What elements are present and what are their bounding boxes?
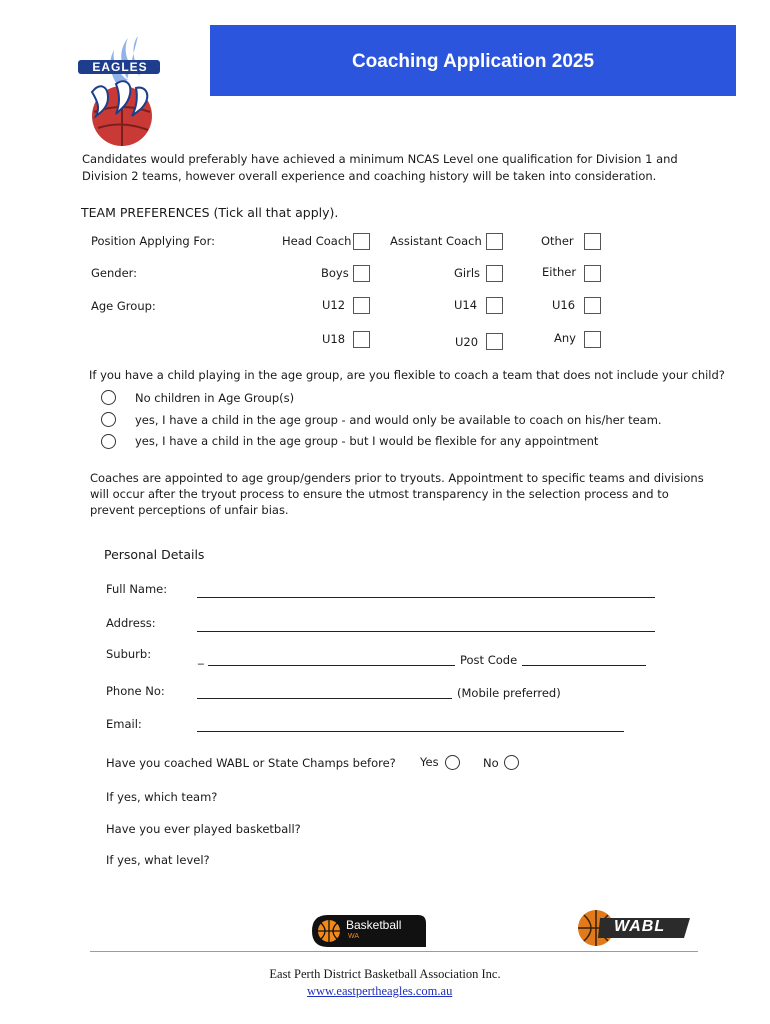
- played-question: Have you ever played basketball?: [106, 822, 301, 836]
- boys-checkbox[interactable]: [353, 265, 370, 282]
- no-children-label: No children in Age Group(s): [135, 391, 295, 405]
- boys-label: Boys: [321, 266, 349, 280]
- u20-label: U20: [455, 335, 479, 349]
- address-label: Address:: [106, 616, 156, 630]
- personal-details-heading: Personal Details: [104, 547, 205, 562]
- wabl-wordmark: WABL: [614, 918, 666, 935]
- level-question: If yes, what level?: [106, 853, 210, 867]
- coached-yes-radio[interactable]: [445, 755, 460, 770]
- age-group-label: Age Group:: [91, 299, 156, 313]
- child-flexible-radio[interactable]: [101, 434, 116, 449]
- mobile-preferred-note: (Mobile preferred): [457, 686, 561, 700]
- post-code-label: Post Code: [460, 653, 518, 667]
- girls-checkbox[interactable]: [486, 265, 503, 282]
- phone-field[interactable]: [197, 698, 452, 699]
- wabl-logo: [576, 908, 694, 948]
- full-name-label: Full Name:: [106, 582, 168, 596]
- note-line-2: will occur after the tryout process to ensure the utmost transparency in the selection process and to: [90, 487, 669, 501]
- no-label: No: [483, 756, 499, 770]
- suburb-label: Suburb:: [106, 647, 152, 661]
- child-only-radio[interactable]: [101, 412, 116, 427]
- coached-question: Have you coached WABL or State Champs before?: [106, 756, 396, 770]
- team-preferences-heading: TEAM PREFERENCES (Tick all that apply).: [81, 205, 339, 220]
- intro-line-2: Division 2 teams, however overall experience and coaching history will be taken into consideration.: [82, 169, 657, 183]
- title-banner: [210, 25, 736, 96]
- assistant-coach-checkbox[interactable]: [486, 233, 503, 250]
- website-link[interactable]: www.eastpertheagles.com.au: [307, 984, 453, 998]
- any-label: Any: [554, 331, 576, 345]
- child-flexible-label: yes, I have a child in the age group - but I would be flexible for any appointment: [135, 434, 599, 448]
- assistant-coach-label: Assistant Coach: [390, 234, 482, 248]
- coached-no-radio[interactable]: [504, 755, 519, 770]
- yes-label: Yes: [420, 755, 439, 769]
- email-label: Email:: [106, 717, 142, 731]
- position-label: Position Applying For:: [91, 234, 215, 248]
- u18-label: U18: [322, 332, 346, 346]
- u14-checkbox[interactable]: [486, 297, 503, 314]
- child-only-label: yes, I have a child in the age group - and would only be available to coach on his/her team.: [135, 413, 662, 427]
- other-checkbox[interactable]: [584, 233, 601, 250]
- basketball-wa-wordmark: Basketball: [346, 918, 402, 932]
- intro-line-1: Candidates would preferably have achieved a minimum NCAS Level one qualification for Division 1 and: [82, 152, 678, 166]
- girls-label: Girls: [454, 266, 481, 280]
- suburb-field[interactable]: [208, 665, 455, 666]
- head-coach-checkbox[interactable]: [353, 233, 370, 250]
- post-code-field[interactable]: [522, 665, 646, 666]
- u16-checkbox[interactable]: [584, 297, 601, 314]
- either-label: Either: [542, 265, 577, 279]
- u12-label: U12: [322, 298, 346, 312]
- u16-label: U16: [552, 298, 576, 312]
- full-name-field[interactable]: [197, 597, 655, 598]
- u12-checkbox[interactable]: [353, 297, 370, 314]
- u18-checkbox[interactable]: [353, 331, 370, 348]
- suburb-prefix: _: [198, 651, 204, 665]
- logo-wordmark: EAGLES: [92, 60, 148, 74]
- organisation-name: East Perth District Basketball Association Inc.: [269, 967, 501, 981]
- note-line-3: prevent perceptions of unfair bias.: [90, 503, 289, 517]
- any-checkbox[interactable]: [584, 331, 601, 348]
- either-checkbox[interactable]: [584, 265, 601, 282]
- no-children-radio[interactable]: [101, 390, 116, 405]
- footer-divider: [90, 951, 698, 952]
- basketball-wa-sub: WA: [348, 933, 360, 940]
- head-coach-label: Head Coach: [282, 234, 352, 248]
- address-field[interactable]: [197, 631, 655, 632]
- note-line-1: Coaches are appointed to age group/genders prior to tryouts. Appointment to specific teams and divisions: [90, 471, 704, 485]
- gender-label: Gender:: [91, 266, 138, 280]
- basketball-wa-logo: [312, 915, 426, 947]
- child-question: If you have a child playing in the age group, are you flexible to coach a team that does not include your child?: [89, 368, 725, 382]
- phone-label: Phone No:: [106, 684, 165, 698]
- which-team-question: If yes, which team?: [106, 790, 218, 804]
- eagles-logo: [78, 32, 164, 150]
- other-label: Other: [541, 234, 574, 248]
- u20-checkbox[interactable]: [486, 333, 503, 350]
- page-title: Coaching Application 2025: [351, 51, 595, 72]
- email-field[interactable]: [197, 731, 624, 732]
- u14-label: U14: [454, 298, 478, 312]
